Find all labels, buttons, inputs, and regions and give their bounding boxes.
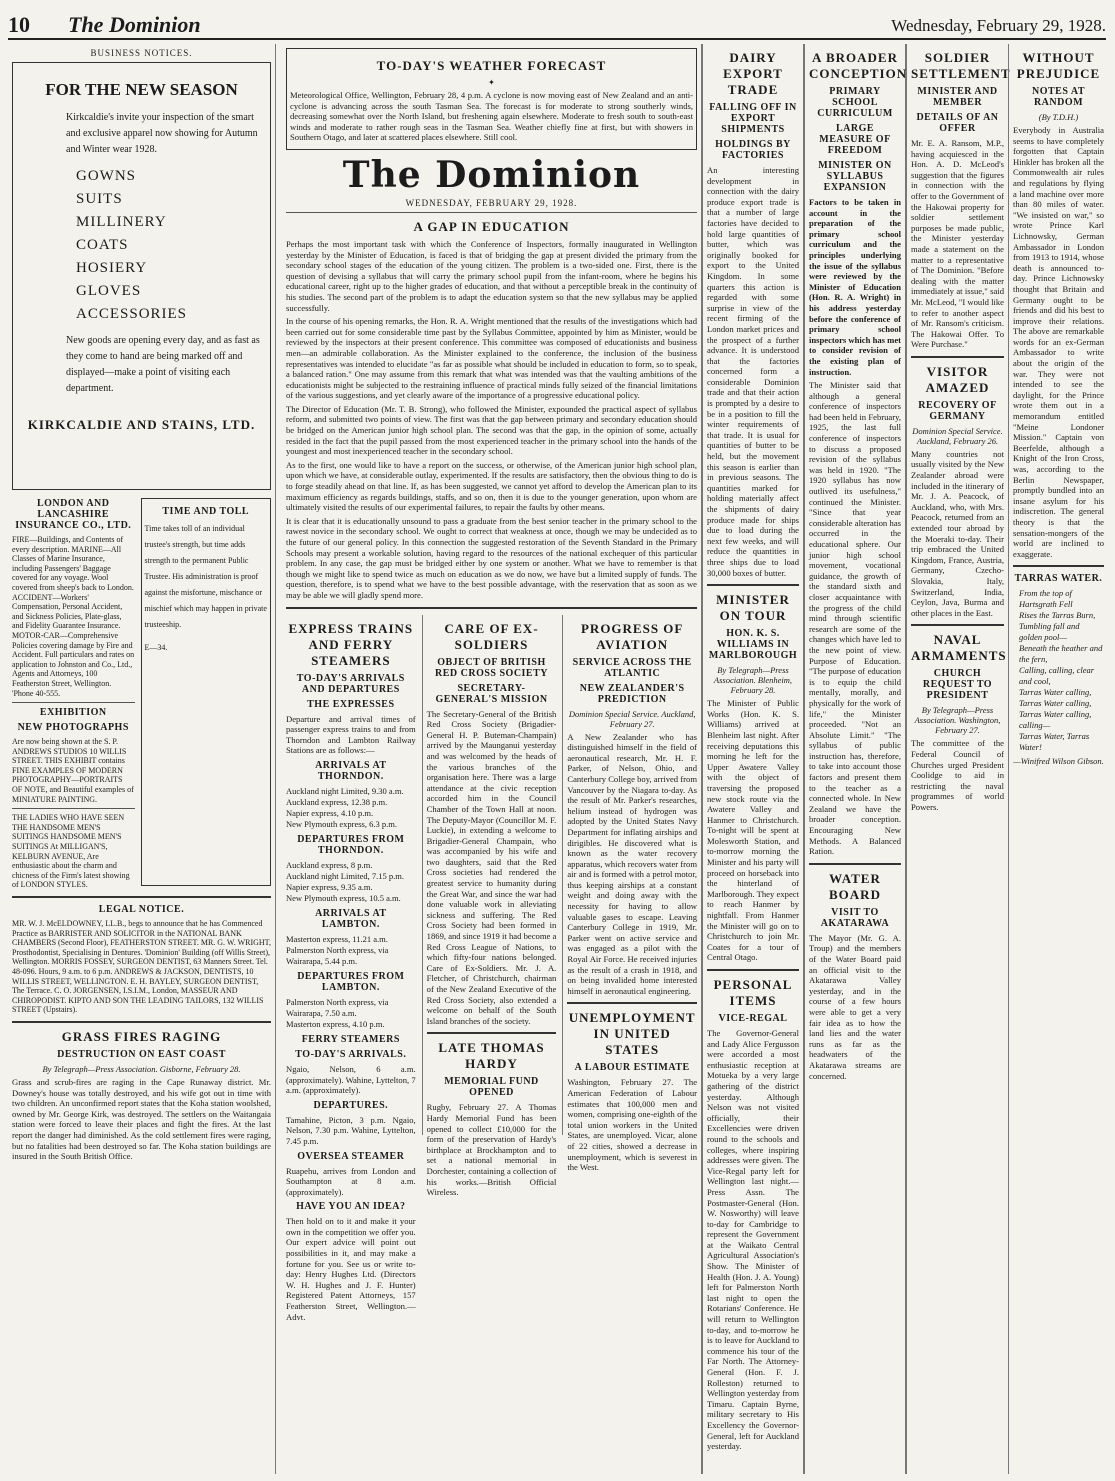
grass-fires-sub: DESTRUCTION ON EAST COAST (57, 1048, 226, 1060)
editorial-heading: A GAP IN EDUCATION (413, 218, 570, 234)
advert-intro: Kirkcaldie's invite your inspection of the smart and exclusive apparel now showing for Autumn and Winter wear 1928. (66, 112, 258, 155)
legal-notice-title: LEGAL NOTICE. (98, 904, 185, 915)
express-heading: EXPRESS TRAINS AND FERRY STEAMERS (288, 620, 414, 668)
dairy-heading: DAIRY EXPORT TRADE (723, 50, 783, 97)
insurance-title: LONDON AND LANCASHIRE INSURANCE CO., LTD. (15, 498, 132, 531)
timetable-row: Napier express, 9.35 a.m. (286, 881, 373, 892)
hardy-sub: MEMORIAL FUND OPENED (444, 1076, 539, 1099)
expresses-title: THE EXPRESSES (307, 698, 395, 710)
dep-thorndon-title: DEPARTURES FROM THORNDON. (297, 833, 405, 856)
poem-line: Tumbling fall and golden pool— (1019, 621, 1080, 643)
public-trust-title: TIME AND TOLL (162, 506, 250, 517)
aviation-heading: PROGRESS OF AVIATION (580, 620, 684, 652)
patent-advert-body: Then hold on to it and make it your own in the competition we offer you. Our expert advice will point out possibilities in it, and may make a fortune for you. See us or write to-day: Henry Hughes Ltd. (Directors W. H. Hughes and J. F. Hunter) Registered Patent Attorneys, 157 Featherston Street, Wellington.—Advt. (286, 1216, 416, 1322)
broader-lead: Factors to be taken in account in the preparation of the primary school curriculum and the principles underlying the issue of the syllabus were reviewed by the Minister of Education (Hon. R. A. Wright) in his address yesterday before the conference of primary school inspectors which has met to consider revision of the existing plan of instruction. (809, 197, 901, 377)
grass-fires-byline: By Telegraph—Press Association. Gisborne, February 28. (42, 1063, 241, 1074)
exhibition-body: Are now being shown at the S. P. ANDREWS STUDIOS 10 WILLIS STREET. THIS EXHIBIT contains FINE EXAMPLES OF MODERN PHOTOGRAPHY—PORTRAITS OF NOTE, and Beautiful examples of MINIATURE PAINTING. (12, 737, 134, 804)
ferry-title: FERRY STEAMERS (301, 1033, 400, 1045)
timetable-row: Palmerston North express, via Wairarapa, 7.50 a.m. (286, 996, 389, 1018)
visitor-body: Many countries not usually visited by the New Zealander abroad were included in the itinerary of Mr. J. A. Peacock, of Auckland, who, with Mrs. Peacock, returned from an extended tour abroad by the Moeraki to-day. Their trip embraced the United Kingdom, France, Austria, Germany, Czecho-Slovakia, Italy, Switzerland, India, Ceylon, Java, Burma and other places in the East. (911, 448, 1004, 618)
advert-heading: FOR THE NEW SEASON (45, 80, 238, 99)
insurance-body: FIRE—Buildings, and Contents of every description. MARINE—All Classes of Marine Insurance, including Passengers' Baggage covered for any voyage. Wool covered from sheep's back to London. ACCIDENT—Workers' Compensation, Personal Accident, and Sickness Policies, Plate-glass, and Fidelity Guarantee Insurance. MOTOR-CAR—Comprehensive Policies covering damage by Fire and Accident. Full particulars and rates on application to Johnston and Co., Ltd., Agents and Attorneys, 100 Featherston Street, Wellington. 'Phone 40-555. (12, 535, 135, 698)
ferry-sub: TO-DAY'S ARRIVALS. (295, 1048, 407, 1060)
milligan-advert: THE LADIES WHO HAVE SEEN THE HANDSOME MEN'S SUITINGS HANDSOME MEN'S SUITINGS At MILLIGAN'S, KELBURN AVENUE, Are enthusiastic about the charm and chicness of the Firm's latest showing of LONDON STYLES. (12, 813, 130, 890)
poem-line: From the top of Hartsgrath Fell (1019, 588, 1073, 610)
timetable-row: Palmerston North express, via Wairarapa, 5.44 p.m. (286, 944, 389, 966)
column-dairy (702, 44, 804, 1474)
editorial-paragraph: It is clear that it is educationally unsound to pass a graduate from the best senior teacher in the primary school to the rawest novice in the secondary school. We ought to correct that weakness at once, though we may be undecided as to the future of our general policy. In this connection the suggested restoration of the Seventh Standard in the Primary Schools may present a workable solution, having regard to the resources of the national exchequer of this particular problem. In any case, the gap must be bridged either by one system or another. What we have to remember is that though we might like to spend twice as much on education as we do now, we have but a limited supply of funds. The question, therefore, is to spend what we have to the best possible advantage, with the reservation that as soon as we may be able we will gladly spend more. (286, 515, 697, 600)
minister-tour-byline: By Telegraph—Press Association. Blenheim, February 28. (713, 665, 793, 696)
grass-fires-body: Grass and scrub-fires are raging in the Cape Runaway district. Mr. Downey's house was totally destroyed, and his wife got out in time with two children. An unconfirmed report states that the Koha station woolshed, owned by Mr. George Kirk, was destroyed. The settlers on the Waitangaia station were forced to leave their places and fight the fires. At the last report the danger had diminished. As the cold settlement fires were raging, but no fatalities had been destroyed so far. The Koha station buildings are insured in the South British Office. (12, 1076, 271, 1162)
visitor-byline: Dominion Special Service. Auckland, February 26. (912, 425, 1003, 446)
editorial-date: WEDNESDAY, FEBRUARY 29, 1928. (405, 197, 578, 208)
aviation-article (562, 615, 698, 1173)
poem-author: —Winifred Wilson Gibson. (1013, 756, 1104, 767)
naval-sub: CHURCH REQUEST TO PRESIDENT (922, 668, 993, 702)
express-trains-article (286, 615, 416, 1322)
weather-forecast: TO-DAY'S WEATHER FORECAST ✦ Meteorological Office, Wellington, February 28, 4 p.m. A cyclone is now moving east of New Zealand and an anti-cyclone is advancing across the south Tasman Sea. The forecast is for moderate to strong southerly winds, decreasing somewhat over the North Island, but freshening again elsewhere. Moderate to fresh south to south-east winds and moderate to rather rough seas in the Tasman Sea. Weather chiefly fine at first, but with showers in Southern Otago, and later at scattered places elsewhere. Still cool. (286, 48, 697, 150)
advert-item: HOSIERY (76, 260, 148, 276)
ferry-body: Ngaio, Nelson, 6 a.m. (approximately). Wahine, Lyttelton, 7 a.m. (approximately). (286, 1063, 416, 1096)
visitor-heading: VISITOR AMAZED (925, 363, 990, 395)
settlement-sub2: DETAILS OF AN OFFER (916, 112, 999, 134)
without-prejudice-heading: WITHOUT PREJUDICE (1016, 50, 1101, 81)
advert-item: GLOVES (76, 283, 142, 299)
settlement-sub: MINISTER AND MEMBER (917, 86, 998, 108)
ex-soldiers-body: The Secretary-General of the British Red Cross Society (Brigadier-General H. P. Buteman-Champain) arrived by the Maunganui yesterday and was welcomed by the heads of the various branches of the organisation here. There was a large attendance at the civic reception accorded him in the Council Chamber of the Town Hall at noon. The Deputy-Mayor (Councillor M. F. Luckie), in extending a welcome to Brigadier-General Champain, who was accompanied by his wife and two daughters, said that the Red Cross societies had rendered the greatest service to humanity during the Great War, and since the war had done valuable work in alleviating sickness and suffering. The Red Cross Society had been formed in 1869, and since 1919 it had become a Red Cross League of Nations, to which fifty-four nations belonged. Care of Ex-Soldiers. Mr. J. A. Fletcher, of Christchurch, chairman of the New Zealand Executive of the Red Cross Society, also extended a welcome on behalf of the South Island branches of the society. (426, 708, 557, 1026)
dep-lambton-title: DEPARTURES FROM LAMBTON. (297, 970, 405, 993)
broader-sub: PRIMARY SCHOOL CURRICULUM (817, 86, 893, 119)
page-number: 10 (8, 12, 30, 37)
poem-line: Tarras Water calling, (1019, 687, 1092, 698)
dairy-sub: FALLING OFF IN EXPORT SHIPMENTS (709, 102, 797, 135)
minister-tour-heading: MINISTER ON TOUR (716, 592, 790, 624)
kirkcaldie-advert (12, 62, 271, 490)
paper-name: The Dominion (68, 12, 201, 37)
timetable-row: New Plymouth express, 6.3 p.m. (286, 818, 397, 829)
weather-heading: TO-DAY'S WEATHER FORECAST (376, 58, 607, 73)
poem-line: Rises the Tarras Burn, (1019, 610, 1096, 621)
editorial-paragraph: Perhaps the most important task with which the Conference of Inspectors, formally inaugurated in Wellington yesterday by the Minister of Education, is faced is that of bridging the gap at present divided the primary from the secondary school stages of the education of the young citizen. The problem is a two-sided one. First, there is the question of devising a syllabus that will carry the primary school pupil from the infant-room, where he begins his educational career, right up to the higher grades of education, and that without a perceptible break in the continuity of his studies. The second part of the problem is to adapt the education system so that the new syllabus may be applied successfully. (286, 238, 697, 313)
issue-date: Wednesday, February 29, 1928. (891, 16, 1106, 35)
aviation-byline: Dominion Special Service. Auckland, February 27. (568, 708, 696, 729)
ex-soldiers-sub2: SECRETARY-GENERAL'S MISSION (435, 682, 548, 705)
exhibition-sub: NEW PHOTOGRAPHS (17, 722, 129, 734)
poem-line: Beneath the heather and the fern, (1019, 643, 1103, 665)
visitor-sub: RECOVERY OF GERMANY (918, 399, 997, 422)
broader-body: The Minister said that although a general conference of inspectors had been held in February, 1925, the last full conference of inspectors to discuss a proposed revision of the syllabus was held in 1920. "The 1920 syllabus has now outlived its usefulness," continued the Minister. "Since that year considerable alteration has occurred in the educational sphere. Our junior high school movement, vocational guidance, the growth of the standard sixth and closer acquaintance with the progress of the child mind through scientific research are some of the changes which have led to the new point of view. Purpose of Education. "The purpose of education is to equip the child mentally, morally, and physically for the work of life," the Minister proceeded. "Not an Absolute Limit." "The syllabus of public instruction has, therefore, to take into account those factors and present them to the teacher as a connected whole. In New Zealand we have the broader conception. Encouraging New Methods. A Balanced Ration. (809, 380, 901, 857)
naval-body: The committee of the Federal Council of Churches urged President Coolidge to aid in restricting the naval programmes of world Powers. (911, 738, 1004, 812)
naval-byline: By Telegraph—Press Association. Washington, February 27. (914, 705, 1001, 736)
timetable-row: Masterton express, 11.21 a.m. (286, 933, 388, 944)
advert-para: New goods are opening every day, and as fast as they come to hand are being marked off and displayed—make a point of visiting each department. (66, 335, 260, 394)
advert-item: GOWNS (76, 168, 136, 184)
dairy-body: An interesting development in connection with the dairy produce export trade is that a number of large factories have decided to hold large quantities of butter, which was originally booked for export to the United Kingdom. In some quarters this action is regarded with some surprise in view of the recent firming of the London market prices and the prospect of a further advance. It is understood that the factories concerned form a considerable Dominion trade and that their action is prompted by a desire to be in a position to fill the winter requirements of that trade. It is usual for quantities of butter to be held, but the movement this season is earlier than in previous seasons. The quantities marked for holding materially affect the shipments of dairy produce made for ships due to load during the next few weeks, and will reduce the quantities in three ships due to load 30,000 boxes of butter. (707, 165, 799, 578)
settlement-body: Mr. E. A. Ransom, M.P., having acquiesced in the Hon. A. D. McLeod's suggestion that the figures in connection with the offer to the Government of the Hakowai property for soldier settlement purposes be made public, the Minister yesterday made a statement on the matter to a representative of The Dominion. "Before dealing with the matter immediately at issue," said Mr. McLeod, "I would like to refer to another aspect of Mr. Ransom's criticism. The Hakowai Offer. To Were Purchase." (911, 138, 1004, 350)
personal-items-body: The Governor-General and Lady Alice Fergusson were accorded a most enthusiastic reception at Motueka by a very large gathering of the district yesterday. Although Nelson was not visited officially, their Excellencies were driven round to the schools and colleges, where inspiring addresses were given. The Vice-Regal party left for Wellington last night.—Press Assn. The Postmaster-General (Hon. W. Nosworthy) will leave to-day for Cambridge to represent the Government at the Waikato Central Agricultural Association's Show. The Minister of Health (Hon. J. A. Young) left for Palmerston North last night to open the Rotarians' Conference. He will return to Wellington to-day, and to-morrow he is to leave for Auckland to commence his tour of the Far North. The Attorney-General (Hon. F. J. Rolleston) returned to Wellington yesterday from Timaru. Captain Byrne, military secretary to His Excellency the Governor-General, left for Auckland yesterday. (707, 1028, 799, 1452)
column-curriculum (804, 44, 906, 1474)
poem-line: Tarras Water calling, (1019, 698, 1092, 709)
arr-thorndon-title: ARRIVALS AT THORNDON. (315, 759, 387, 782)
departures-body: Tamahine, Picton, 3 p.m. Ngaio, Nelson, 7.30 p.m. Wahine, Lyttelton, 7.45 p.m. (286, 1114, 416, 1146)
hardy-body: Rugby, February 27. A Thomas Hardy Memorial Fund has been opened to collect £10,000 for the form of the preservation of Hardy's birthplace at Brockhampton and to set a national memorial in Dorchester, containing a collection of his works.—British Official Wireless. (426, 1102, 557, 1198)
column-without-prejudice (1008, 44, 1108, 1474)
masthead (8, 12, 1106, 40)
editorial-masthead: The Dominion (342, 153, 641, 196)
oversea-body: Ruapehu, arrives from London and Southampton at 8 a.m. (approximately). (286, 1165, 416, 1197)
ex-soldiers-sub: OBJECT OF BRITISH RED CROSS SOCIETY (435, 656, 548, 679)
insurance-advert (12, 494, 135, 890)
unemployment-heading: UNEMPLOYMENT IN UNITED STATES (568, 1010, 696, 1058)
ex-soldiers-heading: CARE OF EX-SOLDIERS (444, 620, 539, 652)
column-settlement (906, 44, 1011, 1474)
broader-heading: A BROADER CONCEPTION (809, 50, 908, 81)
advert-item: MILLINERY (76, 214, 167, 230)
public-trust-code: E—34. (144, 643, 168, 652)
expresses-body: Departure and arrival times of passenger express trains to and from Thorndon and Lambton Railway Stations are as follows:— (286, 713, 416, 756)
water-board-heading: WATER BOARD (829, 870, 881, 902)
weather-body: Meteorological Office, Wellington, February 28, 4 p.m. A cyclone is now moving east of New Zealand and an anti-cyclone is advancing across the south Tasman Sea. The forecast is for moderate to strong southerly winds, decreasing somewhat over the North Island, but freshening again elsewhere. Moderate to fresh south to south-east winds and moderate to rather rough seas in the Tasman Sea. Weather chiefly fine at first, but with showers in Southern Otago, and later at scattered places elsewhere. Still cool. (290, 90, 693, 143)
editorial-paragraph: As to the first, one would like to have a report on the success, or otherwise, of the American junior high school plan, upon which we have, at considerable outlay, experimented. If the results are satisfactory, then the obvious thing to do is to forge steadily ahead on that line. If, as has been suggested, we cannot yet afford to develop the American plan to its maximum efficiency as regards buildings, staffs, and so on, then it is due to the younger generation, upon whom are ultimately visited the results of our experimental failures, to repair the faults by other means. (286, 459, 697, 513)
aviation-sub: SERVICE ACROSS THE ATLANTIC (572, 656, 692, 679)
column-editorial (282, 44, 702, 1474)
poem-line: Tarras Water, Tarras Water! (1019, 731, 1090, 753)
timetable-row: Auckland night Limited, 9.30 a.m. (286, 785, 404, 796)
notes-random-sub: NOTES AT RANDOM (1032, 86, 1085, 108)
notes-random-by: (By T.D.H.) (1038, 112, 1079, 122)
personal-items-sub: VICE-REGAL (718, 1013, 788, 1024)
settlement-heading: SOLDIER SETTLEMENT (911, 50, 1011, 81)
poem-line: Calling, calling, clear and cool, (1019, 665, 1095, 687)
water-board-sub: VISIT TO AKATARAWA (820, 906, 890, 929)
poem (1019, 588, 1104, 753)
column-business (8, 44, 276, 1474)
patent-advert-title: HAVE YOU AN IDEA? (296, 1201, 406, 1213)
editorial-paragraph: In the course of his opening remarks, the Hon. R. A. Wright mentioned that the results of the investigations which had been carried out for some considerable time past by the Syllabus Committee, appointed by him as Minister, would be reviewed by the inspectors at their present conference. This committee was composed of educationists and business men—an admirable collaboration. As the Minister explained to the conference, the inclusion of the business representatives was intended to elucidate "as far as possible what should be included in education to form, so to speak, a balanced ration." One may assume from this remark that what was intended was that the vaulting ambitions of the educationists might be subjected to the restraining influence of practical minds fully seized of the financial limitations of the various suggestions, and yet clearly aware of the importance of a progressive educational policy. (286, 316, 697, 401)
timetable-row: Auckland express, 8 p.m. (286, 859, 373, 870)
broader-sub2: LARGE MEASURE OF FREEDOM (819, 123, 891, 156)
poem-line: Tarras Water calling, calling— (1019, 709, 1092, 731)
grass-fires-heading: GRASS FIRES RAGING (61, 1028, 222, 1044)
unemployment-sub: A LABOUR ESTIMATE (574, 1062, 690, 1074)
express-sub: TO-DAY'S ARRIVALS AND DEPARTURES (296, 672, 405, 695)
legal-notice-body: MR. W. J. McELDOWNEY, LL.B., begs to announce that he has Commenced Practice as BARRISTER AND SOLICITOR in the NATIONAL BANK CHAMBERS (Second Floor), FEATHERSTON STREET. MR. G. W. WRIGHT, Prosthodontist, Specialising in Dentures. 'Dominion' Building (off Willis Street), Wellington. MORRIS FOSSEY, SURGEON DENTIST, 63 Manners Street. Tel. 48-096. Hours, 9 a.m. to 6 p.m. ANDREWS & JACKSON, DENTISTS, 10 WILLIS STREET, WELLINGTON. E. H. BAYLEY, SURGEON DENTIST, The Terrace. C. O. JORGENSEN, I.S.I.M., London, MASSEUR AND CHIROPODIST. KIPTO AND SON THE LEADING TAILORS, 132 WILLIS STREET (Upstairs). (12, 919, 271, 1015)
timetable-row: Auckland express, 12.38 p.m. (286, 796, 388, 807)
dairy-sub2: HOLDINGS BY FACTORIES (715, 139, 791, 161)
advert-items (16, 168, 267, 323)
water-board-body: The Mayor (Mr. G. A. Troup) and the members of the Water Board paid an official visit to the Akatarawa Valley yesterday, and in the course of a few hours were able to get a very fair idea as to how the land lies and the water runs as far as the headwaters of the Akatarawa streams are concerned. (809, 932, 901, 1081)
aviation-body: A New Zealander who has distinguished himself in the field of aeronautical research, Mr. H. F. Parker, of Nelson, Ohio, and Canterbury College boy, arrived from Vancouver by the Niagara to-day. As the result of Mr. Parker's researches, helium instead of hydrogen was adopted by the United States Navy Department for inflating airships and dirigibles. He discovered what is known as the water recovery apparatus, which recovers water from air and is formed with a petrol motor, thus keeping airships at a constant weight and doing away with the necessity for having to allow valuable gases to escape. Leaving Canterbury College in 1919, Mr. Parker went on active service and was engaged as a pilot with the Royal Air Force. He received injuries as the result of a crash in 1918, and on being invalided home interested himself in aeronautical engineering. (567, 731, 698, 996)
exhibition-title: EXHIBITION (39, 707, 107, 719)
broader-sub3: MINISTER ON SYLLABUS EXPANSION (818, 160, 892, 193)
arr-lambton-title: ARRIVALS AT LAMBTON. (315, 907, 387, 930)
departures-title: DEPARTURES. (313, 1099, 389, 1111)
hardy-heading: LATE THOMAS HARDY (438, 1040, 545, 1072)
advert-item: COATS (76, 237, 129, 253)
public-trust-advert (141, 498, 272, 886)
advert-item: SUITS (76, 191, 123, 207)
advert-item: ACCESSORIES (76, 306, 188, 322)
poem-title: TARRAS WATER. (1014, 573, 1103, 585)
ex-soldiers-article (422, 615, 557, 1198)
section-heading: BUSINESS NOTICES. (90, 48, 193, 58)
personal-items-heading: PERSONAL ITEMS (713, 977, 793, 1008)
timetable-row: New Plymouth express, 10.5 a.m. (286, 892, 401, 903)
oversea-title: OVERSEA STEAMER (297, 1150, 405, 1162)
timetable-row: Masterton express, 4.10 p.m. (286, 1018, 385, 1029)
unemployment-body: Washington, February 27. The American Federation of Labour estimates that 100,000 men and women, comprising one-eighth of the total union workers in the United States, are unemployed. Vicar, alone of 22 cities, showed a decrease in unemployment, which is severest in the West. (567, 1077, 698, 1173)
without-prejudice-body: Everybody in Australia seems to have completely forgotten that Captain Hinkler has broken all the Commonwealth air rules and regulations by flying a land machine over more than 80 miles of water. "We insisted on war," so wrote Prince Karl Lichnowsky, German Ambassador in London from 1913 to 1914, whose death is announced to-day. Prince Lichnowsky thought that Britain and Germany ought to be friends and did his best to improve their relations. The above are remarkable words for an ex-German Ambassador to write about the origin of the war. They were not intended to see the daylight, for the Prince wrote them out in a memorandum entitled "Meine Londoner Mission." Captain von Beerfelde, although a Knight of the Iron Cross, was, according to the Berlin Newspaper, promptly bundled into an insane asylum for his indiscretion. The general theory is that the sensation-mongers of the world are inclined to exaggerate. (1013, 125, 1104, 559)
advert-firm: KIRKCALDIE AND STAINS, LTD. (27, 417, 256, 432)
timetable-row: Auckland night Limited, 7.15 p.m. (286, 870, 405, 881)
minister-tour-sub: HON. K. S. WILLIAMS IN MARLBOROUGH (708, 628, 798, 662)
public-trust-body: Time takes toll of an individual trustee's strength, but time adds strength to the permanent Public Trustee. His administration is proof against the misfortune, mischance or mischief which may happen in private trusteeship. (144, 524, 267, 629)
timetable-row: Napier express, 4.10 p.m. (286, 807, 374, 818)
aviation-sub2: NEW ZEALANDER'S PREDICTION (579, 682, 685, 705)
editorial-paragraph: The Director of Education (Mr. T. B. Strong), who followed the Minister, expounded the practical aspect of syllabus reform, and submitted two points of view. The first was that the gap between primary and secondary education should be bridged on the American junior high school plan. The second was that the gap, in the opinion of some, actually resided in the fact that the pupil passed from the most experienced teacher in the primary school into the hands of the youngest and most inexperienced teacher in the secondary school. (286, 403, 697, 457)
advert-row (12, 494, 271, 890)
naval-heading: NAVAL ARMAMENTS (911, 632, 1007, 664)
minister-tour-body: The Minister of Public Works (Hon. K. S. Williams) arrived at Blenheim last night. After receiving deputations this morning he left for the Upper Awatere Valley with the object of traversing the proposed new stock route via the Awatere Valley and Hanmer to Christchurch. To-night will be spent at Molesworth Station, and to-morrow morning the Minister and his party will proceed on horseback into the hinterland of Marlborough. They expect to reach Hanmer by nightfall. From Hanmer the Minister will go on to Christchurch to join Mr. Coates for a tour of Central Otago. (707, 698, 799, 963)
